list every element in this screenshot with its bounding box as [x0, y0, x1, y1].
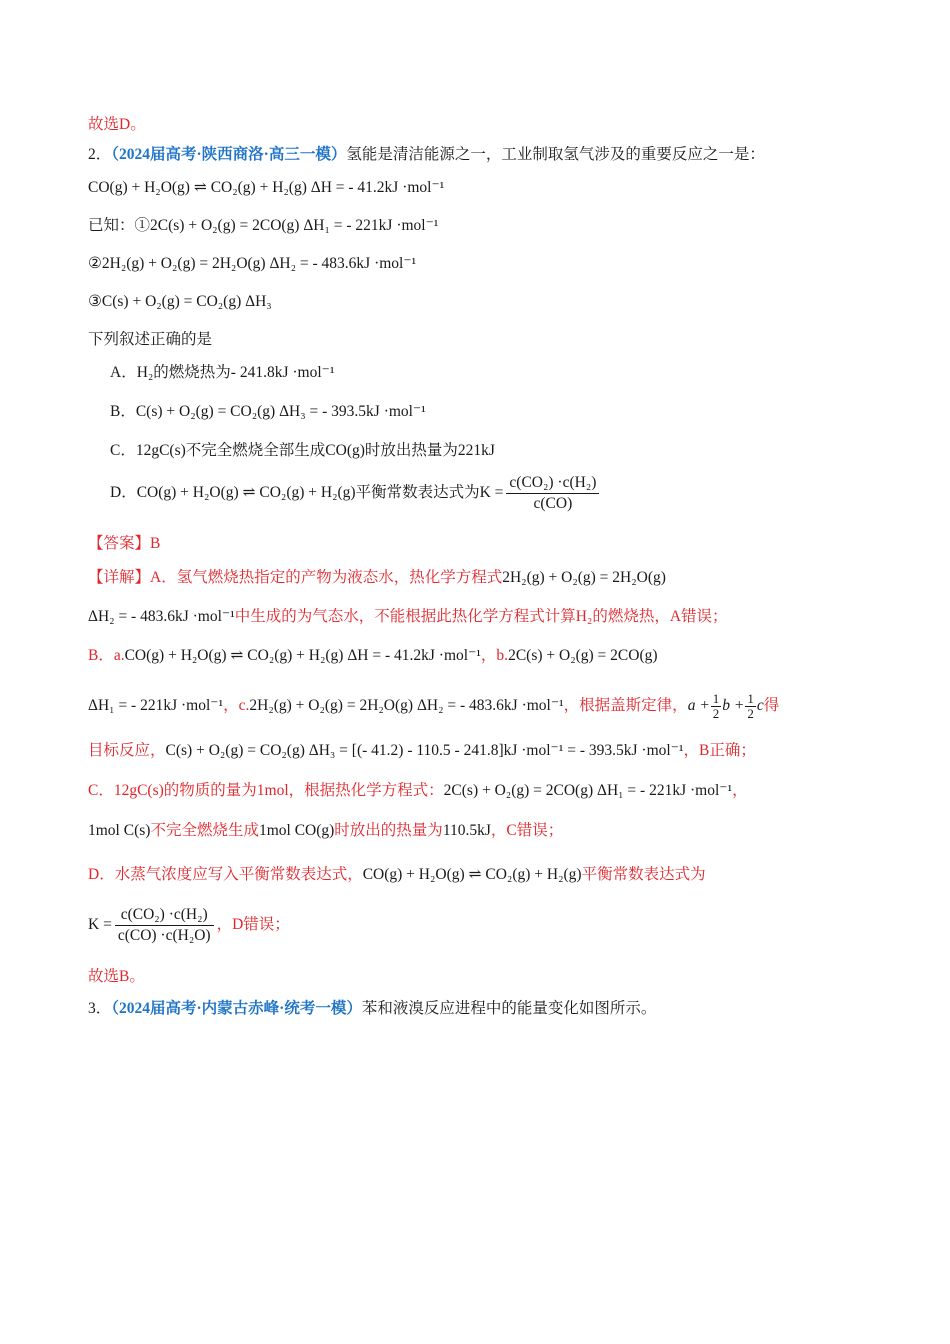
detail-c-comma: ， [732, 782, 748, 799]
question-number: 2． [88, 146, 112, 163]
detail-a-text-2: 中生成的为气态水，不能根据此热化学方程式计算H₂的燃烧热，A错误； [234, 608, 728, 625]
final-conclusion: 故选B。 [88, 968, 145, 985]
detail-c-value: 110.5kJ [442, 822, 491, 839]
option-a: A．H₂的燃烧热为- 241.8kJ ·mol⁻¹ [110, 364, 335, 381]
detail-d-numerator: c(CO₂) ·c(H₂) [115, 905, 214, 926]
detail-b-mid: ，b. [480, 647, 509, 664]
detail-a-equation-1: 2H₂(g) + O₂(g) = 2H₂O(g) [502, 569, 666, 586]
detail-c-text: C．12gC(s)的物质的量为1mol，根据热化学方程式： [88, 782, 444, 799]
detail-d-text: D．水蒸气浓度应写入平衡常数表达式， [88, 866, 363, 883]
detail-a-line-1 [88, 567, 666, 589]
detail-b-equation-a: CO(g) + H₂O(g) ⇌ CO₂(g) + H₂(g) ΔH = - 41.2kJ ·mol⁻¹ [124, 647, 481, 664]
option-d-k: K = [479, 484, 504, 501]
known-label: 已知： [88, 217, 135, 234]
detail-d-line-2 [88, 903, 290, 947]
conclusion-prev: 故选D。 [88, 116, 146, 133]
half-numerator-c: 1 [747, 690, 754, 706]
known-1-line [88, 215, 438, 237]
detail-d-text-end: 平衡常数表达式为 [581, 866, 706, 883]
detail-c-equation: 2C(s) + O₂(g) = 2CO(g) ΔH₁ = - 221kJ ·mol⁻¹ [443, 782, 733, 799]
hess-half-b [711, 692, 722, 721]
detail-a-line-2 [88, 606, 728, 628]
hess-b: b + [722, 697, 745, 714]
hess-a: a + [687, 697, 710, 714]
detail-c-text-2: 时放出的热量为 [334, 822, 443, 839]
detail-b-conclusion: ，B正确； [683, 742, 756, 759]
question-3-stem: 苯和液溴反应进程中的能量变化如图所示。 [361, 1000, 657, 1017]
detail-a-equation-2: ΔH₂ = - 483.6kJ ·mol⁻¹ [88, 608, 235, 625]
question-3-source: （2024届高考·内蒙古赤峰·统考一模） [111, 1000, 362, 1017]
detail-b-line-1 [88, 645, 658, 667]
main-equation: CO(g) + H₂O(g) ⇌ CO₂(g) + H₂(g) ΔH = - 41.2kJ ·mol⁻¹ [88, 179, 445, 196]
detail-b-target-equation: C(s) + O₂(g) = CO₂(g) ΔH₃ = [(- 41.2) - 110.5 - 241.8]kJ ·mol⁻¹ = - 393.5kJ ·mol⁻¹ [165, 742, 684, 759]
detail-a-text-1: A．氢气燃烧热指定的产物为液态水，热化学方程式 [150, 569, 503, 586]
detail-d-equation: CO(g) + H₂O(g) ⇌ CO₂(g) + H₂(g) [362, 866, 582, 883]
detail-d-fraction [115, 905, 214, 946]
detail-c-line-1 [88, 780, 748, 802]
fraction-numerator: c(CO₂) ·c(H₂) [506, 473, 599, 494]
question-3-header [88, 998, 656, 1020]
option-b: B．C(s) + O₂(g) = CO₂(g) ΔH₃ = - 393.5kJ ·mol⁻¹ [110, 403, 426, 420]
detail-label: 【详解】 [88, 569, 151, 586]
half-denominator-c: 2 [747, 705, 754, 721]
answer-line: 【答案】B [88, 535, 161, 552]
detail-b-line-3 [88, 740, 756, 762]
detail-d-k: K = [88, 916, 112, 933]
question-ask: 下列叙述正确的是 [88, 331, 213, 348]
detail-c-mol-c: 1mol C(s) [88, 822, 151, 839]
detail-b-line-2 [88, 690, 779, 722]
detail-b-hess: ，根据盖斯定律， [563, 697, 688, 714]
detail-d-conclusion: ，D错误； [216, 916, 290, 933]
known-equation-3: ③C(s) + O₂(g) = CO₂(g) ΔH₃ [88, 293, 272, 310]
detail-b-equation-c: 2H₂(g) + O₂(g) = 2H₂O(g) ΔH₂ = - 483.6kJ ·mol⁻¹ [249, 697, 564, 714]
question-2-header [88, 144, 765, 166]
option-d-prefix: D． [110, 484, 137, 501]
option-d [110, 472, 602, 514]
known-equation-2: ②2H₂(g) + O₂(g) = 2H₂O(g) ΔH₂ = - 483.6kJ ·mol⁻¹ [88, 255, 417, 272]
half-numerator-b: 1 [712, 690, 720, 706]
hess-c: c [756, 697, 764, 714]
hess-half-c [745, 692, 756, 721]
known-equation-1: ①2C(s) + O₂(g) = 2CO(g) ΔH₁ = - 221kJ ·mol⁻¹ [134, 217, 439, 234]
detail-c-text-1: 不完全燃烧生成 [150, 822, 259, 839]
hess-end: 得 [763, 697, 780, 714]
option-d-equation: CO(g) + H₂O(g) ⇌ CO₂(g) + H₂(g) [136, 484, 356, 501]
question-source: （2024届高考·陕西商洛·高三一模） [111, 146, 347, 163]
question-3-number: 3． [88, 1000, 112, 1017]
detail-c-conclusion: ，C错误； [490, 822, 564, 839]
detail-b-equation-b: 2C(s) + O₂(g) = 2CO(g) [508, 647, 658, 664]
option-d-fraction [506, 473, 599, 514]
fraction-denominator: c(CO) [533, 494, 573, 512]
detail-b-dh1: ΔH₁ = - 221kJ ·mol⁻¹ [88, 697, 224, 714]
half-denominator-b: 2 [712, 705, 720, 721]
detail-d-denominator: c(CO) ·c(H₂O) [117, 926, 211, 944]
detail-c-mol-co: 1mol CO(g) [258, 822, 335, 839]
detail-b-prefix: B．a. [88, 647, 125, 664]
option-d-text: 平衡常数表达式为 [355, 484, 480, 501]
detail-c-line-2 [88, 820, 563, 842]
option-c: C．12gC(s)不完全燃烧全部生成CO(g)时放出热量为221kJ [110, 442, 495, 459]
detail-b-c-label: ，c. [223, 697, 250, 714]
detail-d-line-1 [88, 864, 706, 886]
question-stem: 氢能是清洁能源之一，工业制取氢气涉及的重要反应之一是： [346, 146, 765, 163]
detail-b-target: 目标反应， [88, 742, 166, 759]
